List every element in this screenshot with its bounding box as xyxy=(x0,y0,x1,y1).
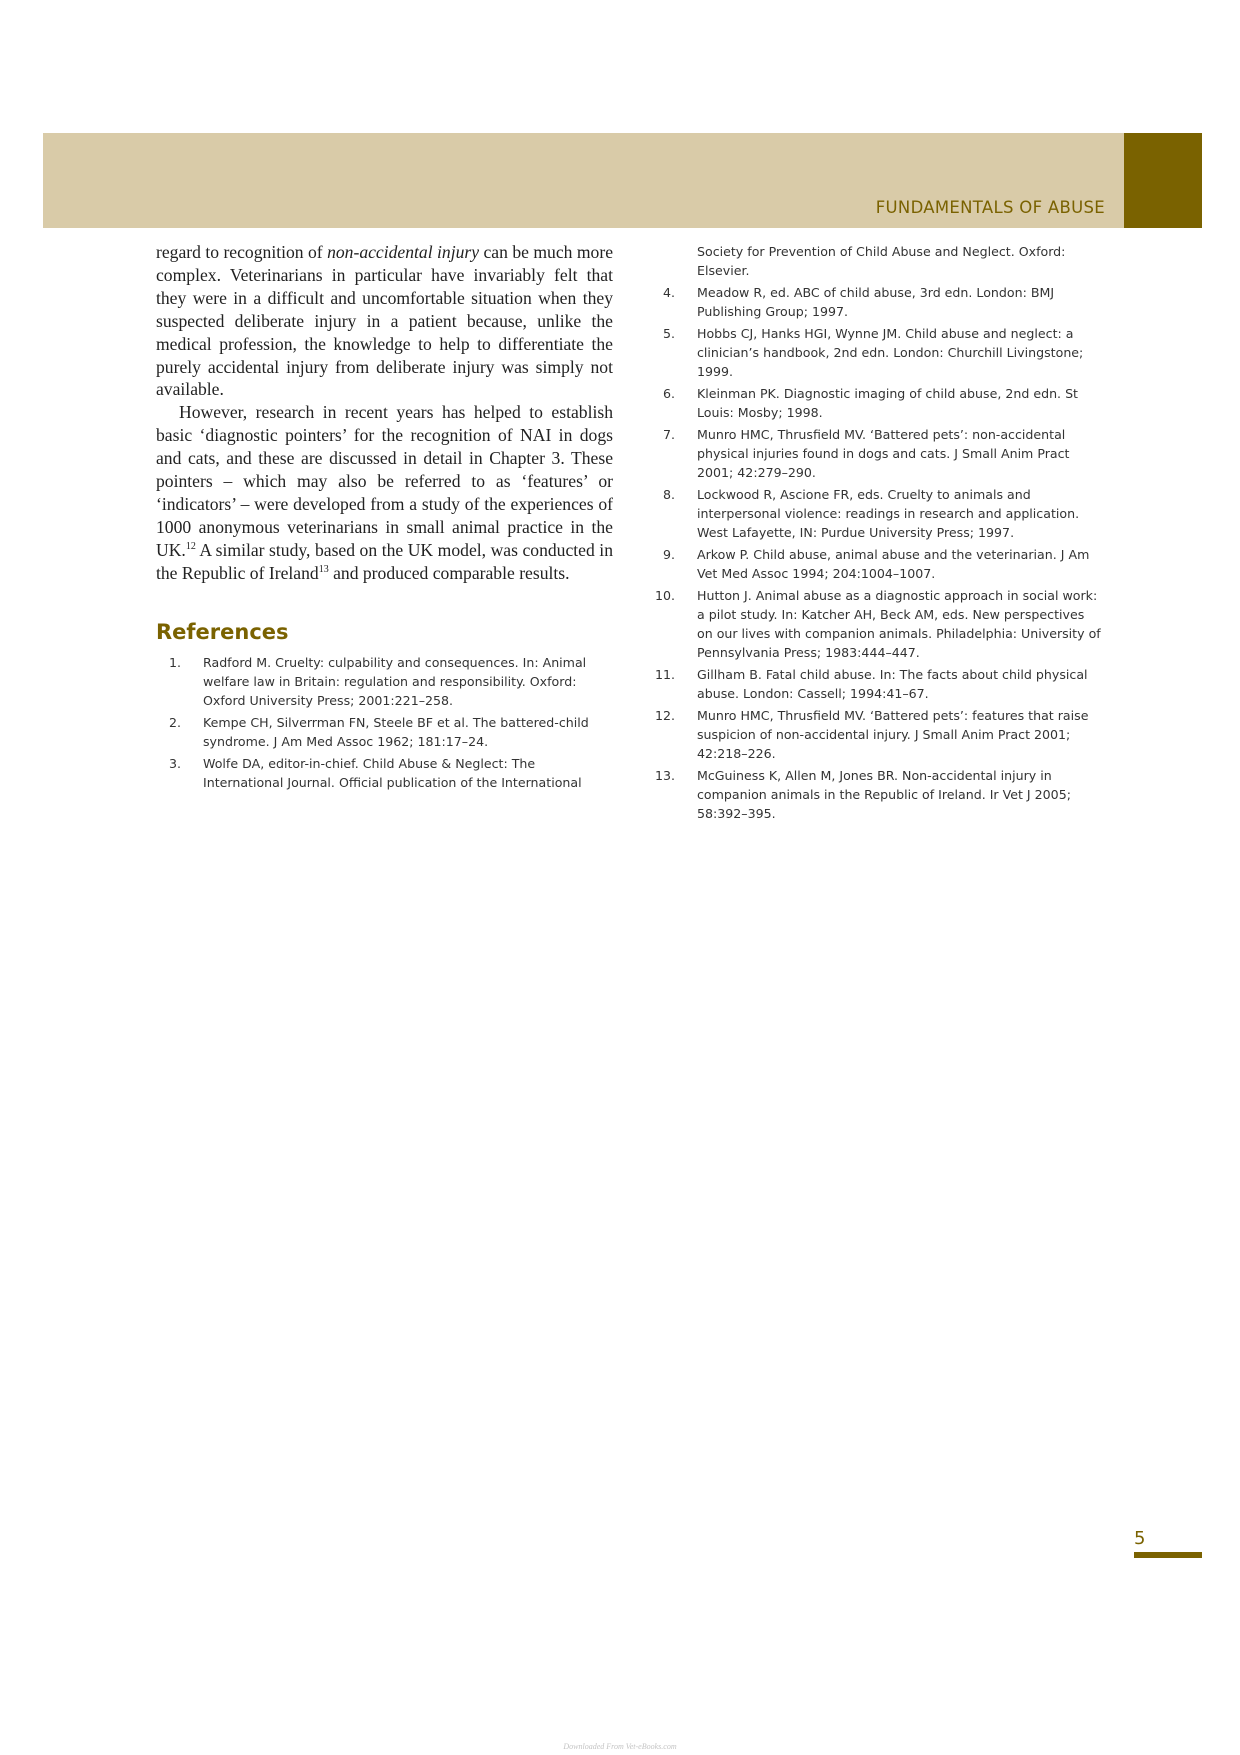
p2-text-b: A similar study, based on the UK model, was conducted in the Republic of Ireland xyxy=(156,539,613,583)
body-paragraph-1 xyxy=(156,241,613,401)
reference-continuation: Society for Prevention of Child Abuse and Neglect. Oxford: Elsevier. xyxy=(697,244,1066,278)
reference-number: 9. xyxy=(662,547,675,562)
reference-number: 6. xyxy=(662,386,675,401)
reference-number: 12. xyxy=(654,708,675,723)
reference-number: 1. xyxy=(168,654,181,670)
reference-text: Munro HMC, Thrusfield MV. ‘Battered pets’: non-accidental physical injuries found in dogs and cats. J Small Anim Pract 2001; 42:279–290. xyxy=(697,427,1070,480)
reference-item xyxy=(650,665,1103,703)
header-accent-block xyxy=(1124,133,1202,228)
reference-list-left xyxy=(156,653,613,792)
reference-number: 13. xyxy=(654,768,675,783)
p1-text-start: regard to recognition of xyxy=(156,242,328,262)
reference-text: Arkow P. Child abuse, animal abuse and the veterinarian. J Am Vet Med Assoc 1994; 204:1004–1007. xyxy=(697,547,1090,581)
download-watermark: Downloaded From Vet-eBooks.com xyxy=(563,1742,677,1751)
page-number: 5 xyxy=(1134,1528,1146,1549)
p2-text-a: However, research in recent years has helped to establish basic ‘diagnostic pointers’ for the recognition of NAI in dogs and cats, and these are discussed in detail in Chapter 3. These pointers – which may also be referred to as ‘features’ or ‘indicators’ – were developed from a study of the experiences of 1000 anonymous veterinarians in small animal practice in the UK. xyxy=(156,402,613,560)
reference-item xyxy=(650,283,1103,321)
left-column xyxy=(156,241,613,795)
page-number-rule xyxy=(1134,1552,1202,1558)
reference-item xyxy=(650,586,1103,662)
reference-item xyxy=(650,766,1103,823)
reference-text: Radford M. Cruelty: culpability and consequences. In: Animal welfare law in Britain: regulation and responsibility. Oxford: Oxford University Press; 2001:221–258. xyxy=(203,654,587,708)
reference-text: McGuiness K, Allen M, Jones BR. Non-accidental injury in companion animals in the Republic of Ireland. Ir Vet J 2005; 58:392–395. xyxy=(697,768,1071,821)
body-paragraph-2 xyxy=(156,401,613,584)
p1-emphasis: non-accidental injury xyxy=(327,242,480,262)
reference-text: Wolfe DA, editor-in-chief. Child Abuse & Neglect: The International Journal. Official publication of the International xyxy=(203,755,582,790)
reference-text: Hutton J. Animal abuse as a diagnostic approach in social work: a pilot study. In: Katcher AH, Beck AM, eds. New perspectives on our lives with companion animals. Philadelphia: University of Pennsylvania Press; 1983:444–447. xyxy=(697,588,1101,660)
reference-number: 4. xyxy=(662,285,675,300)
reference-item xyxy=(650,485,1103,542)
reference-number: 3. xyxy=(168,755,181,771)
p1-text-end: can be much more complex. Veterinarians in particular have invariably felt that they were in a difficult and uncomfortable situation when they suspected deliberate injury in a patient because, unlike the medical profession, the knowledge to help to differentiate the purely accidental injury from deliberate injury was simply not available. xyxy=(156,242,613,400)
reference-number: 10. xyxy=(654,588,675,603)
citation-superscript-13: 13 xyxy=(318,563,329,575)
reference-number: 7. xyxy=(662,427,675,442)
reference-number: 11. xyxy=(654,667,675,682)
reference-text: Meadow R, ed. ABC of child abuse, 3rd edn. London: BMJ Publishing Group; 1997. xyxy=(697,285,1055,319)
reference-item xyxy=(650,324,1103,381)
reference-text: Munro HMC, Thrusfield MV. ‘Battered pets’: features that raise suspicion of non-accidental injury. J Small Anim Pract 2001; 42:218–226. xyxy=(697,708,1089,761)
reference-text: Hobbs CJ, Hanks HGI, Wynne JM. Child abuse and neglect: a clinician’s handbook, 2nd edn. London: Churchill Livingstone; 1999. xyxy=(697,326,1084,379)
reference-text: Kempe CH, Silverrman FN, Steele BF et al. The battered-child syndrome. J Am Med Assoc 1962; 181:17–24. xyxy=(203,714,589,749)
reference-list-right xyxy=(650,283,1103,823)
p2-text-c: and produced comparable results. xyxy=(328,562,570,583)
reference-item xyxy=(156,653,613,710)
reference-item xyxy=(156,713,613,751)
reference-item xyxy=(650,706,1103,763)
reference-text: Lockwood R, Ascione FR, eds. Cruelty to animals and interpersonal violence: readings in research and application. West Lafayette, IN: Purdue University Press; 1997. xyxy=(697,487,1080,540)
reference-item xyxy=(156,754,613,792)
reference-item xyxy=(650,545,1103,583)
running-head: FUNDAMENTALS OF ABUSE xyxy=(875,198,1105,217)
reference-item xyxy=(650,384,1103,422)
reference-text: Kleinman PK. Diagnostic imaging of child abuse, 2nd edn. St Louis: Mosby; 1998. xyxy=(697,386,1078,420)
citation-superscript-12: 12 xyxy=(185,540,196,552)
reference-number: 8. xyxy=(662,487,675,502)
reference-item xyxy=(650,425,1103,482)
references-heading: References xyxy=(156,619,289,644)
reference-number: 2. xyxy=(168,714,181,730)
reference-text: Gillham B. Fatal child abuse. In: The facts about child physical abuse. London: Cassell; 1994:41–67. xyxy=(697,667,1088,701)
reference-number: 5. xyxy=(662,326,675,341)
right-column xyxy=(650,242,1103,826)
